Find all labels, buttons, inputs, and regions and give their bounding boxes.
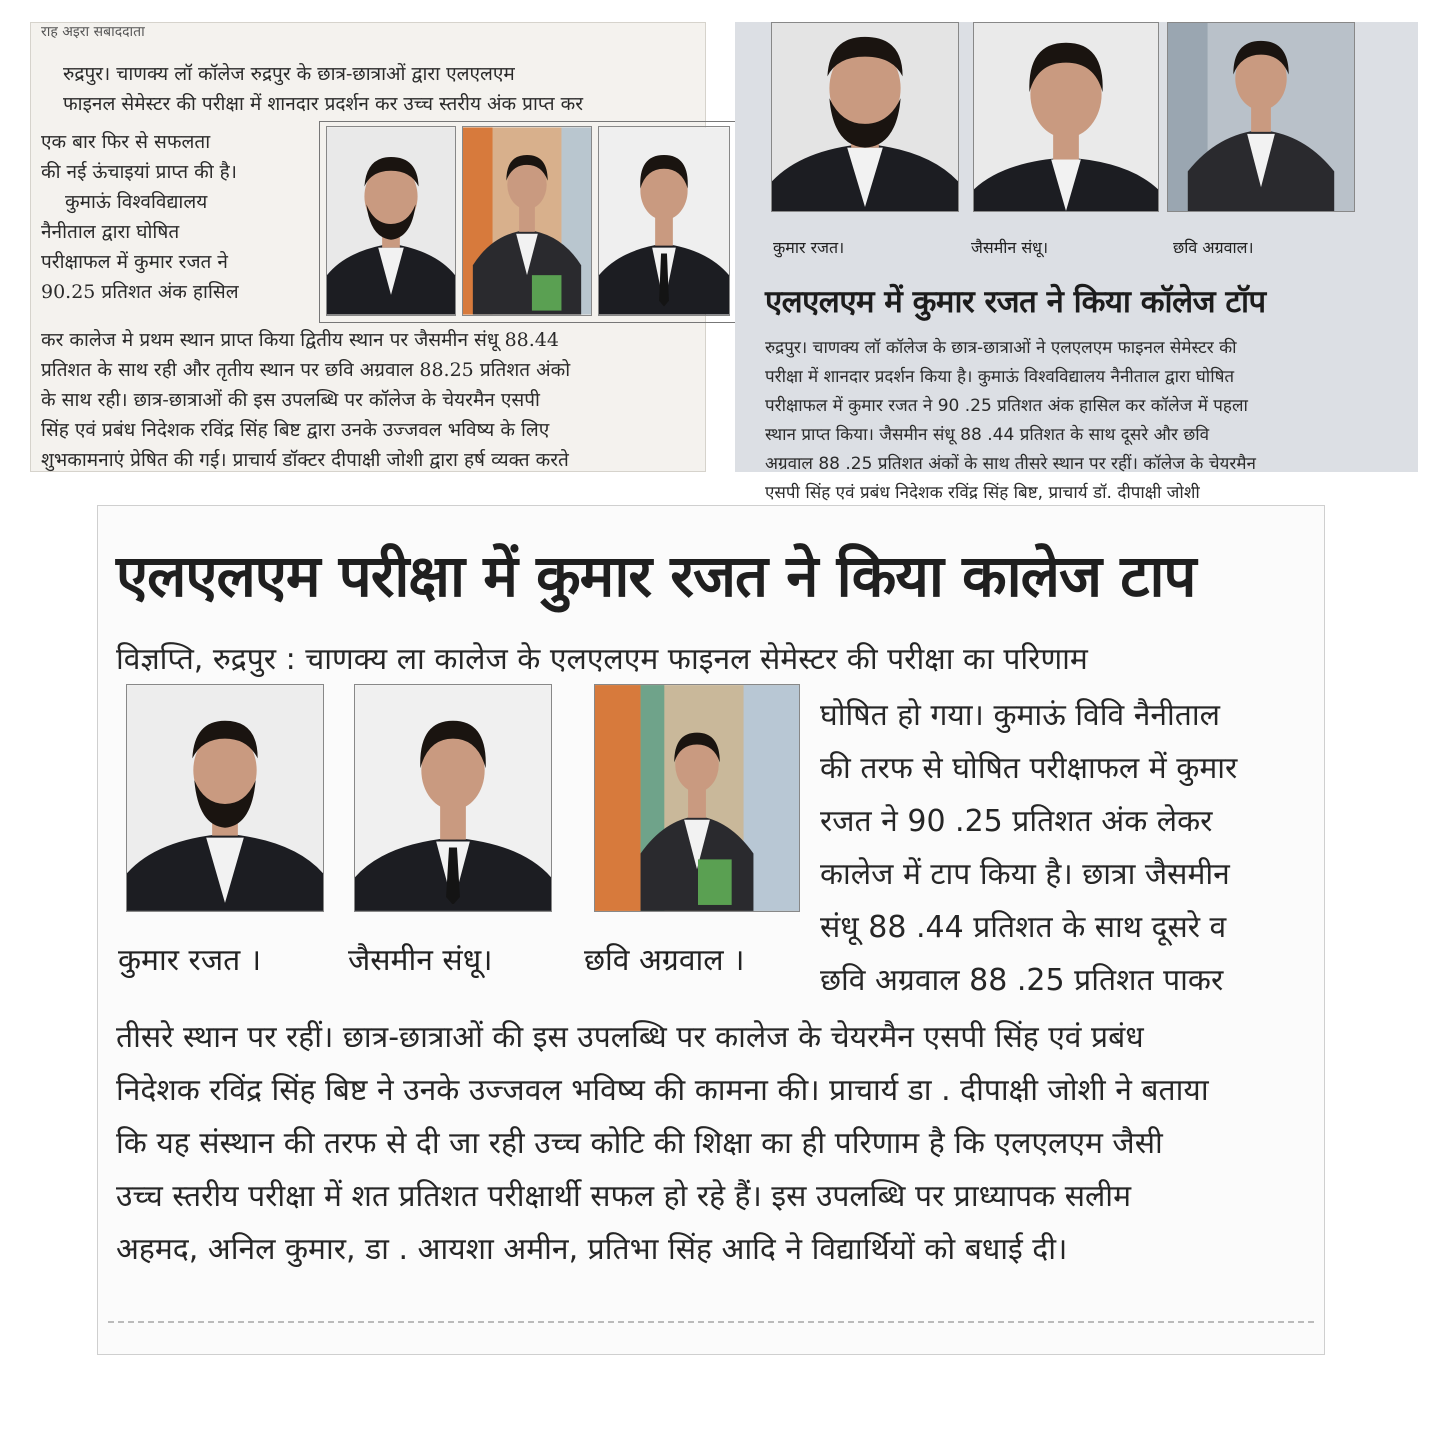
clip-b-body: [765, 334, 1413, 508]
photo-chhavi-agrawal: [594, 684, 800, 912]
portrait-female-image: [599, 127, 729, 315]
caption-kumar-rajat: कुमार रजत।: [773, 238, 845, 257]
clip-a-top-strip: राह अइरा सबाददाता: [41, 24, 145, 40]
clip-a-full-top: [63, 59, 703, 119]
clip-b-headline: एलएलएम में कुमार रजत ने किया कॉलेज टॉप: [765, 284, 1266, 320]
photo-kumar-rajat: [771, 22, 959, 212]
portrait-female-image: [1168, 23, 1354, 211]
news-clipping-dainik-jagran: [97, 505, 1325, 1355]
text-line: उच्च स्तरीय परीक्षा में शत प्रतिशत परीक्षार्थी सफल हो रहे हैं। इस उपलब्धि पर प्राध्यापक सलीम: [116, 1179, 1132, 1214]
portrait-male-image: [327, 127, 455, 315]
portrait-male-image: [127, 685, 323, 911]
text-line: स्थान प्राप्त किया। जैसमीन संधू 88 .44 प्रतिशत के साथ दूसरे और छवि: [765, 425, 1210, 445]
text-line: परीक्षाफल में कुमार रजत ने: [41, 251, 228, 273]
photo-jasmeen-sandhu: [973, 22, 1159, 212]
photo-kumar-rajat: [126, 684, 324, 912]
clip-a-full-bottom: [41, 325, 701, 475]
clip-c-headline: एलएलएम परीक्षा में कुमार रजत ने किया कालेज टाप: [116, 542, 1196, 610]
clip-a-left-column: [41, 127, 313, 307]
caption-chhavi-agrawal: छवि अग्रवाल।: [1173, 238, 1254, 257]
text-line: घोषित हो गया। कुमाऊं विवि नैनीताल: [820, 698, 1221, 733]
text-line: रुद्रपुर। चाणक्य लॉ कॉलेज के छात्र-छात्राओं ने एलएलएम फाइनल सेमेस्टर की: [765, 338, 1237, 358]
photo-jasmeen-sandhu: [598, 126, 730, 316]
photo-chhavi-agrawal: [1167, 22, 1355, 212]
clip-a-photo-strip: [319, 121, 737, 323]
text-line: 90.25 प्रतिशत अंक हासिल: [41, 281, 239, 303]
divider: [108, 1321, 1314, 1323]
text-line: एसपी सिंह एवं प्रबंध निदेशक रविंद्र सिंह बिष्ट, प्राचार्य डॉ. दीपाक्षी जोशी: [765, 483, 1200, 503]
portrait-female-image: [463, 127, 591, 315]
text-line: कालेज में टाप किया है। छात्रा जैसमीन: [820, 857, 1230, 892]
portrait-male-image: [772, 23, 958, 211]
text-line: अग्रवाल 88 .25 प्रतिशत अंकों के साथ तीसरे स्थान पर रहीं। कॉलेज के चेयरमैन: [765, 454, 1256, 474]
text-line: कुमाऊं विश्वविद्यालय: [65, 191, 208, 213]
portrait-female-image: [355, 685, 551, 911]
news-clipping-dainik: [30, 22, 706, 472]
text-line: सिंह एवं प्रबंध निदेशक रविंद्र सिंह बिष्ट द्वारा उनके उज्जवल भविष्य के लिए: [41, 419, 550, 441]
text-line: निदेशक रविंद्र सिंह बिष्ट ने उनके उज्जवल भविष्य की कामना की। प्राचार्य डा . दीपाक्षी जोशी ने बताया: [116, 1073, 1209, 1108]
photo-jasmeen-sandhu: [354, 684, 552, 912]
text-line: कर कालेज मे प्रथम स्थान प्राप्त किया द्वितीय स्थान पर जैसमीन संधू 88.44: [41, 329, 559, 351]
caption-jasmeen-sandhu: जैसमीन संधू।: [971, 238, 1049, 257]
text-line: संधू 88 .44 प्रतिशत के साथ दूसरे व: [820, 910, 1227, 945]
photo-kumar-rajat: [326, 126, 456, 316]
text-line: एक बार फिर से सफलता: [41, 131, 211, 153]
portrait-female-image: [595, 685, 799, 911]
text-line: अहमद, अनिल कुमार, डा . आयशा अमीन, प्रतिभा सिंह आदि ने विद्यार्थियों को बधाई दी।: [116, 1232, 1068, 1267]
text-line: की नई ऊंचाइयां प्राप्त की है।: [41, 161, 237, 183]
text-line: शुभकामनाएं प्रेषित की गई। प्राचार्य डॉक्टर दीपाक्षी जोशी द्वारा हर्ष व्यक्त करते: [41, 449, 569, 471]
text-line: छवि अग्रवाल 88 .25 प्रतिशत पाकर: [820, 963, 1224, 998]
caption-jasmeen-sandhu: जैसमीन संधू।: [348, 943, 493, 978]
photo-chhavi-agrawal: [462, 126, 592, 316]
text-line: फाइनल सेमेस्टर की परीक्षा में शानदार प्रदर्शन कर उच्च स्तरीय अंक प्राप्त कर: [63, 93, 584, 115]
clip-c-intro: विज्ञप्ति, रुद्रपुर : चाणक्य ला कालेज के एलएलएम फाइनल सेमेस्टर की परीक्षा का परिणाम: [116, 642, 1088, 677]
text-line: की तरफ से घोषित परीक्षाफल में कुमार: [820, 751, 1238, 786]
portrait-female-image: [974, 23, 1158, 211]
text-line: कि यह संस्थान की तरफ से दी जा रही उच्च कोटि की शिक्षा का ही परिणाम है कि एलएलएम जैसी: [116, 1126, 1163, 1161]
text-line: के साथ रही। छात्र-छात्राओं की इस उपलब्धि पर कॉलेज के चेयरमैन एसपी: [41, 389, 540, 411]
caption-kumar-rajat: कुमार रजत ।: [118, 943, 262, 978]
text-line: तीसरे स्थान पर रहीं। छात्र-छात्राओं की इस उपलब्धि पर कालेज के चेयरमैन एसपी सिंह एवं प्रबंध: [116, 1020, 1144, 1055]
text-line: नैनीताल द्वारा घोषित: [41, 221, 180, 243]
news-clipping-amar-ujala: [735, 22, 1418, 503]
text-line: परीक्षा में शानदार प्रदर्शन किया है। कुमाऊं विश्वविद्यालय नैनीताल द्वारा घोषित: [765, 367, 1235, 387]
text-line: परीक्षाफल में कुमार रजत ने 90 .25 प्रतिशत अंक हासिल कर कॉलेज में पहला: [765, 396, 1248, 416]
caption-chhavi-agrawal: छवि अग्रवाल ।: [584, 943, 745, 978]
text-line: रजत ने 90 .25 प्रतिशत अंक लेकर: [820, 804, 1213, 839]
text-line: प्रतिशत के साथ रही और तृतीय स्थान पर छवि अग्रवाल 88.25 प्रतिशत अंको: [41, 359, 571, 381]
text-line: रुद्रपुर। चाणक्य लॉ कॉलेज रुद्रपुर के छात्र-छात्राओं द्वारा एलएलएम: [63, 63, 515, 85]
